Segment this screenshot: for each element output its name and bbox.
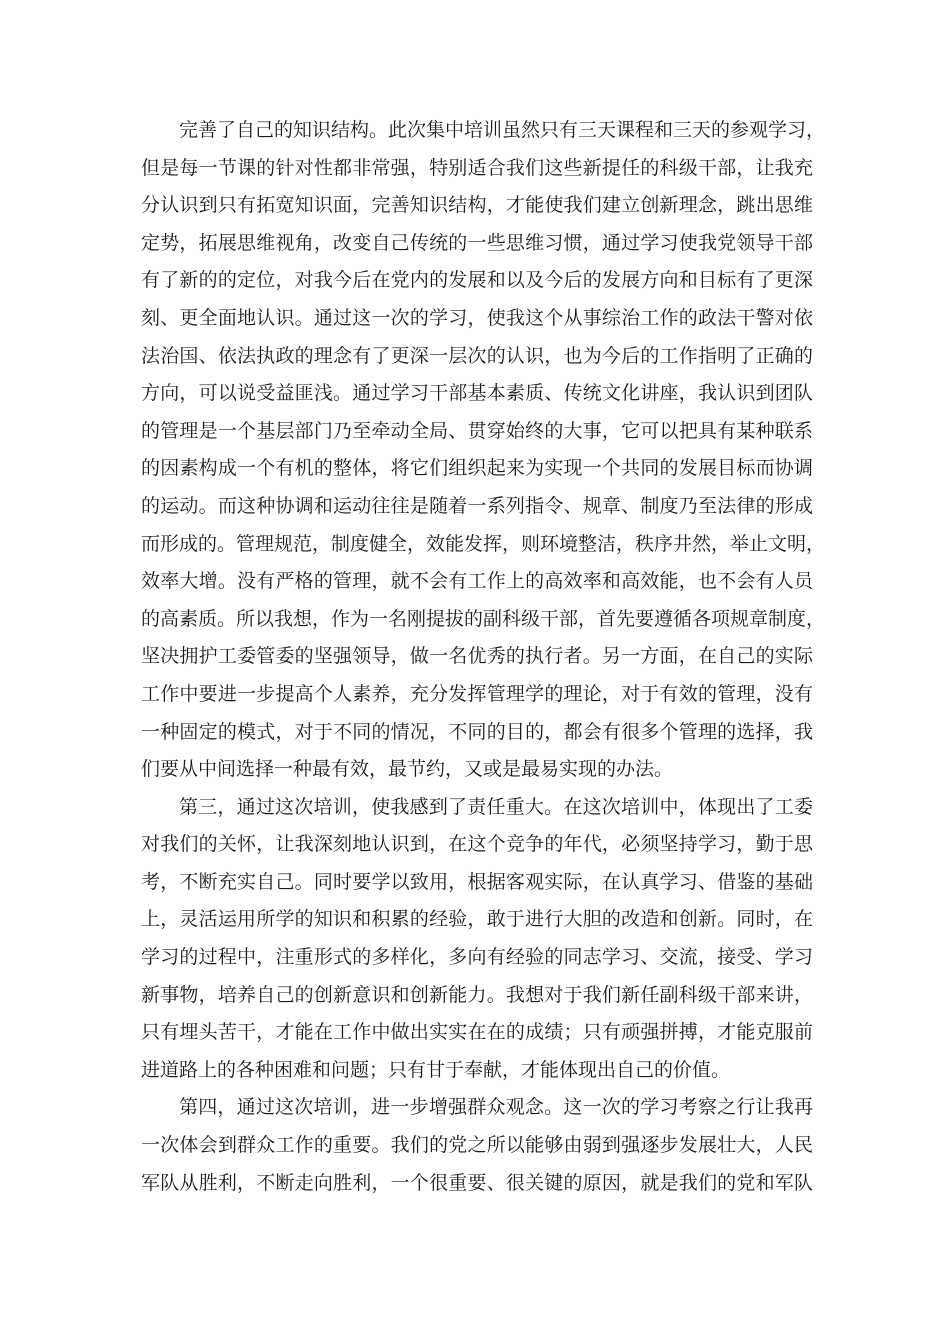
text-line: 的高素质。所以我想，作为一名刚提拔的副科级干部，首先要遵循各项规章制度， bbox=[141, 607, 826, 630]
text-line: 军队从胜利，不断走向胜利，一个很重要、很关键的原因，就是我们的党和军队 bbox=[141, 1171, 813, 1194]
text-line: 法治国、依法执政的理念有了更深一层次的认识，也为今后的工作指明了正确的 bbox=[141, 344, 813, 367]
document-body bbox=[141, 112, 826, 1202]
text-line: 第三，通过这次培训，使我感到了责任重大。在这次培训中，体现出了工委 bbox=[179, 795, 813, 818]
text-line: 刻、更全面地认识。通过这一次的学习，使我这个从事综治工作的政法干警对依 bbox=[141, 306, 813, 329]
text-line: 的运动。而这种协调和运动往往是随着一系列指令、规章、制度乃至法律的形成 bbox=[141, 494, 813, 517]
text-line: 完善了自己的知识结构。此次集中培训虽然只有三天课程和三天的参观学习， bbox=[179, 119, 826, 141]
text-line: 一次体会到群众工作的重要。我们的党之所以能够由弱到强逐步发展壮大，人民 bbox=[141, 1134, 813, 1157]
text-line: 效率大增。没有严格的管理，就不会有工作上的高效率和高效能，也不会有人员 bbox=[141, 570, 813, 593]
text-line: 学习的过程中，注重形式的多样化，多向有经验的同志学习、交流，接受、学习 bbox=[141, 946, 813, 969]
text-line: 但是每一节课的针对性都非常强，特别适合我们这些新提任的科级干部，让我充 bbox=[141, 156, 813, 179]
text-line: 而形成的。管理规范，制度健全，效能发挥，则环境整洁，秩序井然，举止文明， bbox=[141, 532, 826, 555]
text-line: 第四，通过这次培训，进一步增强群众观念。这一次的学习考察之行让我再 bbox=[179, 1096, 813, 1119]
text-line: 坚决拥护工委管委的坚强领导，做一名优秀的执行者。另一方面，在自己的实际 bbox=[141, 645, 813, 668]
text-line: 分认识到只有拓宽知识面，完善知识结构，才能使我们建立创新理念，跳出思维 bbox=[141, 194, 813, 217]
text-line: 新事物，培养自己的创新意识和创新能力。我想对于我们新任副科级干部来讲， bbox=[141, 983, 813, 1006]
text-line: 进道路上的各种困难和问题；只有甘于奉献，才能体现出自己的价值。 bbox=[141, 1058, 731, 1081]
text-line: 对我们的关怀，让我深刻地认识到，在这个竞争的年代，必须坚持学习，勤于思 bbox=[141, 833, 813, 856]
text-line: 考，不断充实自己。同时要学以致用，根据客观实际，在认真学习、借鉴的基础 bbox=[141, 870, 813, 893]
text-line: 的管理是一个基层部门乃至牵动全局、贯穿始终的大事，它可以把具有某种联系 bbox=[141, 419, 813, 442]
text-line: 定势，拓展思维视角，改变自己传统的一些思维习惯，通过学习使我党领导干部 bbox=[141, 231, 813, 254]
text-line: 有了新的的定位，对我今后在党内的发展和以及今后的发展方向和目标有了更深 bbox=[141, 269, 813, 292]
text-line: 工作中要进一步提高个人素养，充分发挥管理学的理论，对于有效的管理，没有 bbox=[141, 682, 813, 705]
text-line: 的因素构成一个有机的整体，将它们组织起来为实现一个共同的发展目标而协调 bbox=[141, 457, 813, 480]
text-line: 上，灵活运用所学的知识和积累的经验，敢于进行大胆的改造和创新。同时，在 bbox=[141, 908, 813, 931]
text-line: 方向，可以说受益匪浅。通过学习干部基本素质、传统文化讲座，我认识到团队 bbox=[141, 382, 813, 405]
text-line: 一种固定的模式，对于不同的情况，不同的目的，都会有很多个管理的选择，我 bbox=[141, 720, 813, 743]
text-line: 们要从中间选择一种最有效，最节约，又或是最易实现的办法。 bbox=[141, 758, 674, 781]
text-line: 只有埋头苦干，才能在工作中做出实实在在的成绩；只有顽强拼搏，才能克服前 bbox=[141, 1021, 813, 1044]
